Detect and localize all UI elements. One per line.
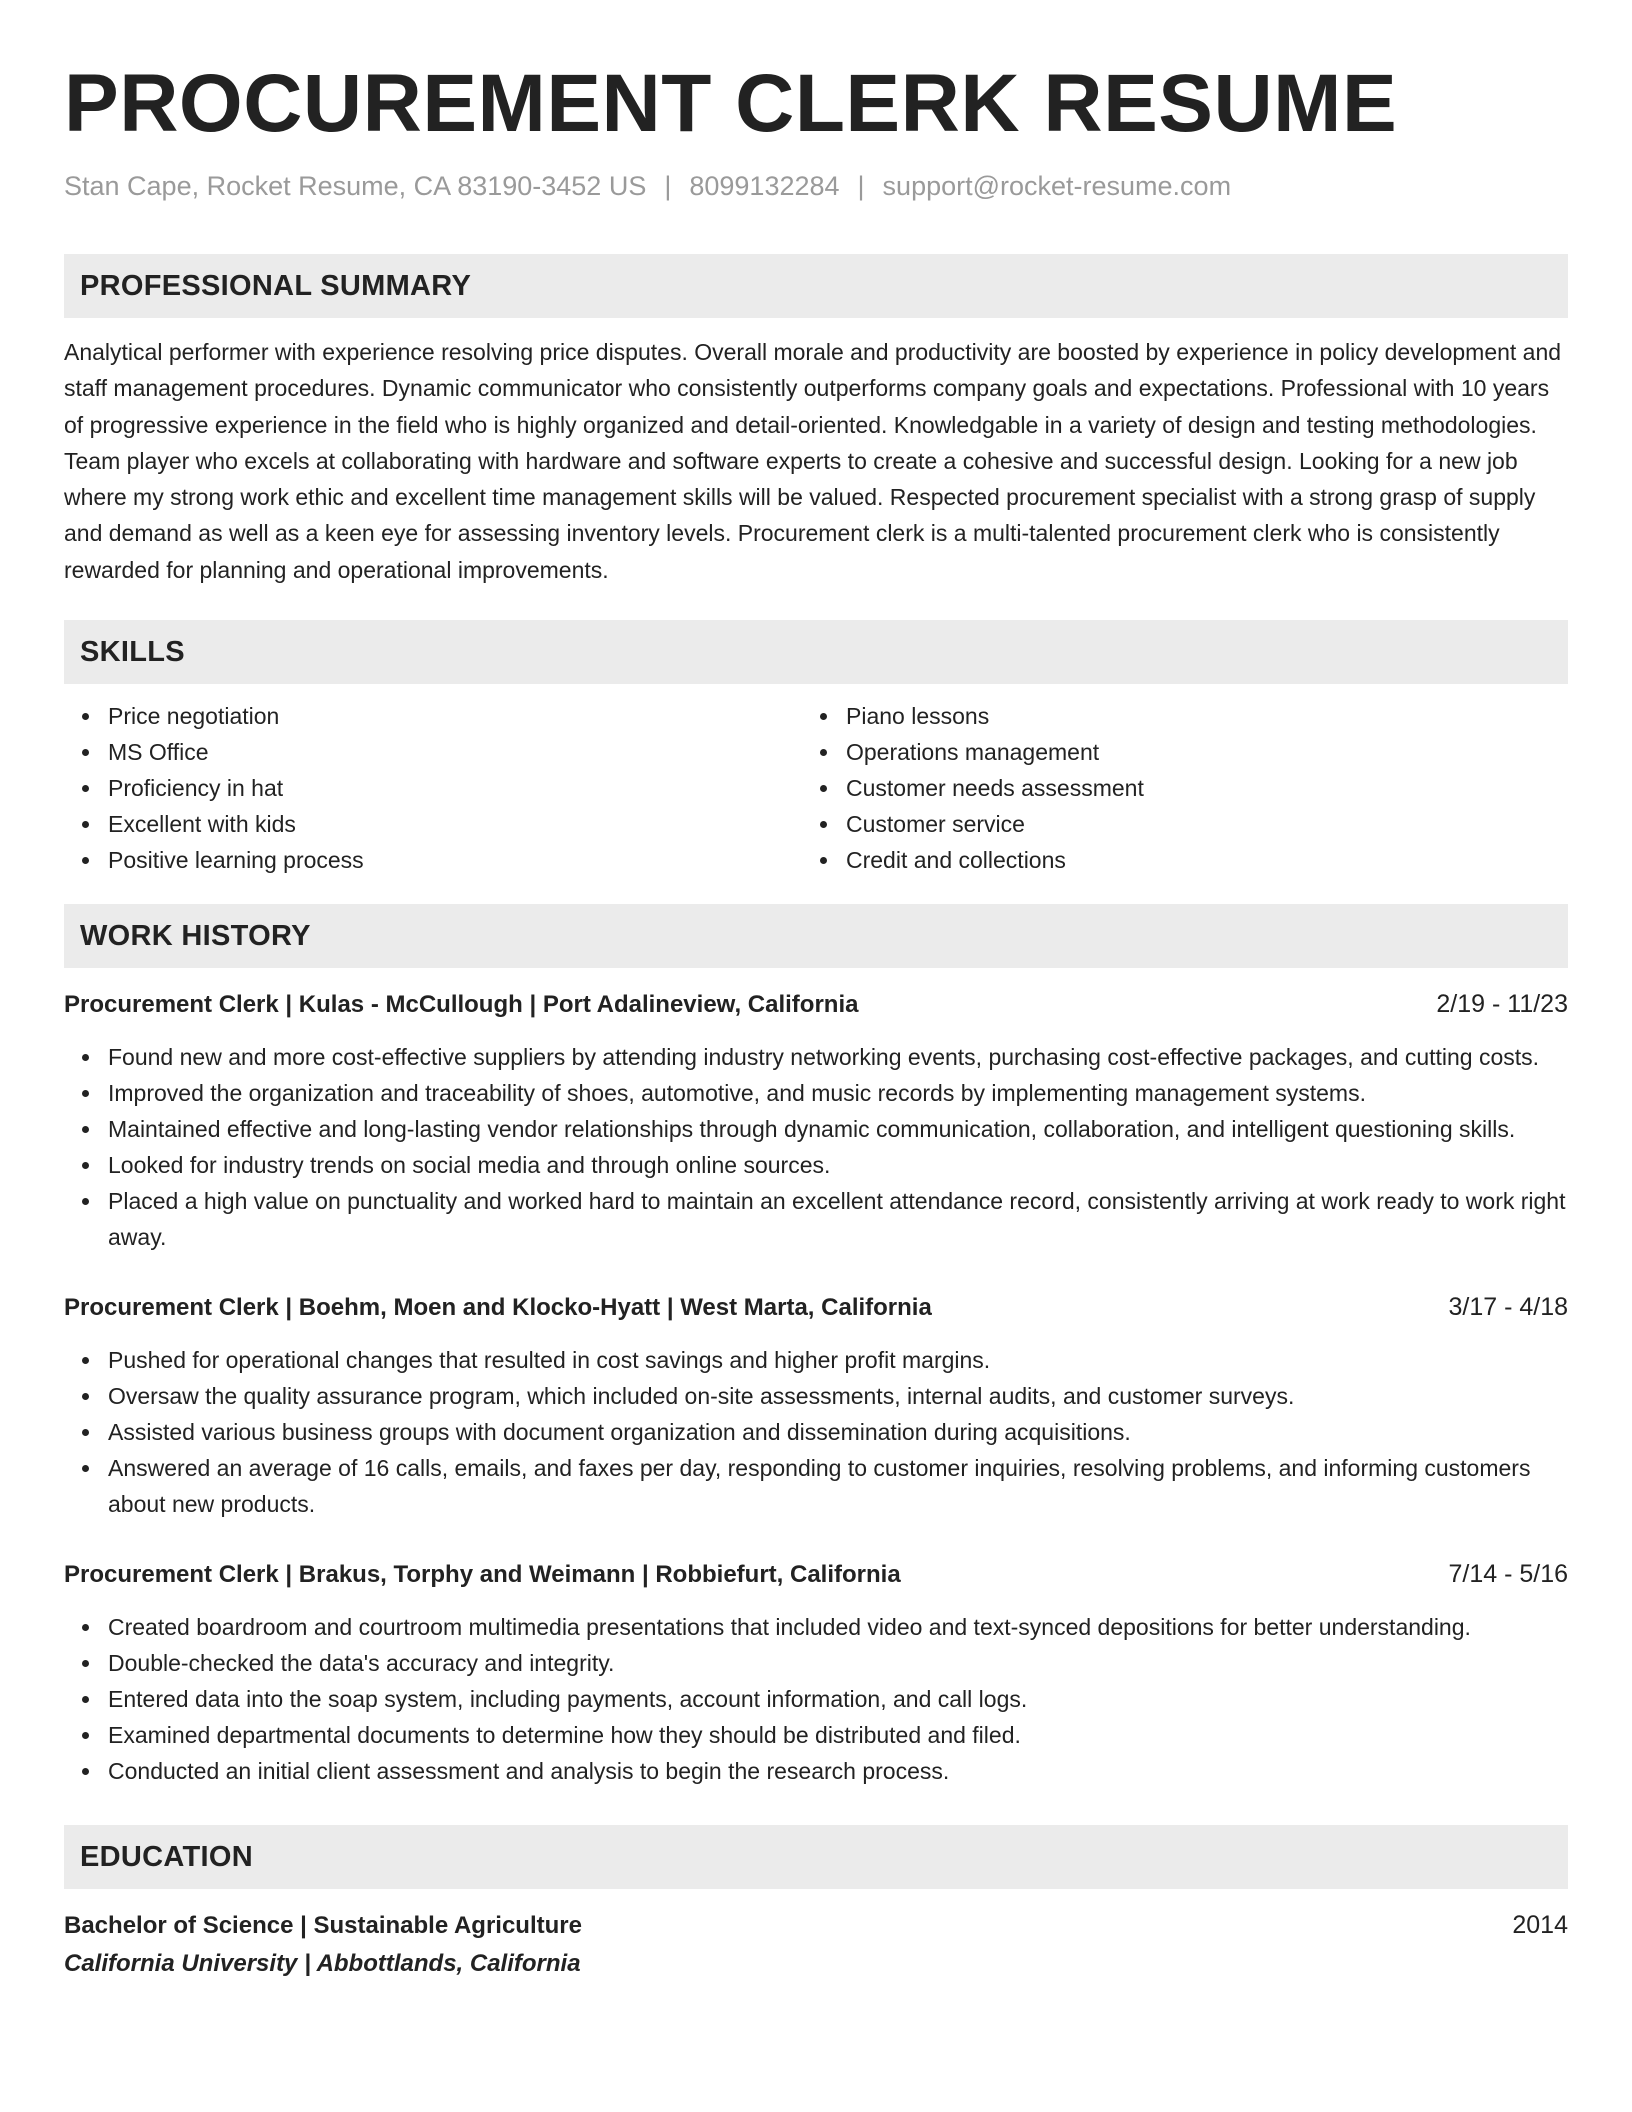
skills-column-right [816,698,1568,878]
job-entry [64,986,1568,1255]
skill-item: Operations management [846,734,1568,770]
skill-item: Excellent with kids [108,806,816,842]
skills-column-left [64,698,816,878]
job-bullet: Placed a high value on punctuality and worked hard to maintain an excellent attendance record, consistently arriving at work ready to work right away. [108,1183,1568,1255]
skill-item: Customer service [846,806,1568,842]
skill-item: Positive learning process [108,842,816,878]
job-header [64,986,1568,1023]
job-bullet: Oversaw the quality assurance program, which included on-site assessments, internal audits, and customer surveys. [108,1378,1568,1414]
education-entry [64,1907,1568,1982]
education-school: California University | Abbottlands, California [64,1950,581,1978]
job-bullets [64,1609,1568,1789]
job-entry [64,1556,1568,1789]
contact-email: support@rocket-resume.com [882,171,1232,201]
contact-phone: 8099132284 [689,171,840,201]
work-section-header [64,904,1568,968]
skill-item: MS Office [108,734,816,770]
job-title: Procurement Clerk | Brakus, Torphy and Weimann | Robbiefurt, California [64,1561,901,1589]
contact-line [64,168,1568,204]
job-header [64,1556,1568,1593]
job-bullet: Found new and more cost-effective suppliers by attending industry networking events, purchasing cost-effective packages, and cutting costs. [108,1039,1568,1075]
skills-list-right [846,698,1568,878]
skill-item: Price negotiation [108,698,816,734]
contact-address: Stan Cape, Rocket Resume, CA 83190-3452 US [64,171,647,201]
job-bullet: Pushed for operational changes that resulted in cost savings and higher profit margins. [108,1342,1568,1378]
job-dates: 2/19 - 11/23 [1436,990,1568,1019]
skill-item: Piano lessons [846,698,1568,734]
job-bullet: Improved the organization and traceability of shoes, automotive, and music records by implementing management systems. [108,1075,1568,1111]
job-bullet: Looked for industry trends on social media and through online sources. [108,1147,1568,1183]
page-title: PROCUREMENT CLERK RESUME [64,58,1398,149]
skills-heading: SKILLS [80,635,185,668]
education-header [64,1907,1568,1944]
job-bullet: Conducted an initial client assessment and analysis to begin the research process. [108,1753,1568,1789]
skill-item: Customer needs assessment [846,770,1568,806]
education-section-header [64,1825,1568,1889]
summary-section-header [64,254,1568,318]
contact-separator: | [664,171,672,201]
skills-section-header [64,620,1568,684]
job-bullet: Double-checked the data's accuracy and integrity. [108,1645,1568,1681]
skill-item: Proficiency in hat [108,770,816,806]
summary-heading: PROFESSIONAL SUMMARY [80,269,472,302]
job-dates: 3/17 - 4/18 [1448,1293,1568,1322]
summary-text: Analytical performer with experience resolving price disputes. Overall morale and productivity are boosted by experience in policy development and staff management procedures. Dynamic communicator who consistently outperforms company goals and expectations. Professional with 10 years of progressive experience in the field who is highly organized and detail-oriented. Knowledgable in a variety of design and testing methodologies. Team player who excels at collaborating with hardware and software experts to create a cohesive and successful design. Looking for a new job where my strong work ethic and excellent time management skills will be valued. Respected procurement specialist with a strong grasp of supply and demand as well as a keen eye for assessing inventory levels. Procurement clerk is a multi-talented procurement clerk who is consistently rewarded for planning and operational improvements. [64,339,1562,583]
work-heading: WORK HISTORY [80,919,311,952]
job-bullet: Assisted various business groups with document organization and dissemination during acquisitions. [108,1414,1568,1450]
job-bullet: Entered data into the soap system, including payments, account information, and call logs. [108,1681,1568,1717]
education-degree: Bachelor of Science | Sustainable Agriculture [64,1912,582,1940]
job-entry [64,1289,1568,1522]
job-title: Procurement Clerk | Boehm, Moen and Klocko-Hyatt | West Marta, California [64,1294,932,1322]
education-heading: EDUCATION [80,1840,253,1873]
contact-separator: | [857,171,865,201]
job-header [64,1289,1568,1326]
job-bullets [64,1039,1568,1255]
skills-list-left [108,698,816,878]
skill-item: Credit and collections [846,842,1568,878]
education-year: 2014 [1512,1911,1568,1940]
job-bullets [64,1342,1568,1522]
job-dates: 7/14 - 5/16 [1448,1560,1568,1589]
job-bullet: Answered an average of 16 calls, emails, and faxes per day, responding to customer inquiries, resolving problems, and informing customers about new products. [108,1450,1568,1522]
job-bullet: Created boardroom and courtroom multimedia presentations that included video and text-synced depositions for better understanding. [108,1609,1568,1645]
job-bullet: Maintained effective and long-lasting vendor relationships through dynamic communication, collaboration, and intelligent questioning skills. [108,1111,1568,1147]
skills-grid [64,698,1568,878]
job-title: Procurement Clerk | Kulas - McCullough | Port Adalineview, California [64,991,859,1019]
job-bullet: Examined departmental documents to determine how they should be distributed and filed. [108,1717,1568,1753]
